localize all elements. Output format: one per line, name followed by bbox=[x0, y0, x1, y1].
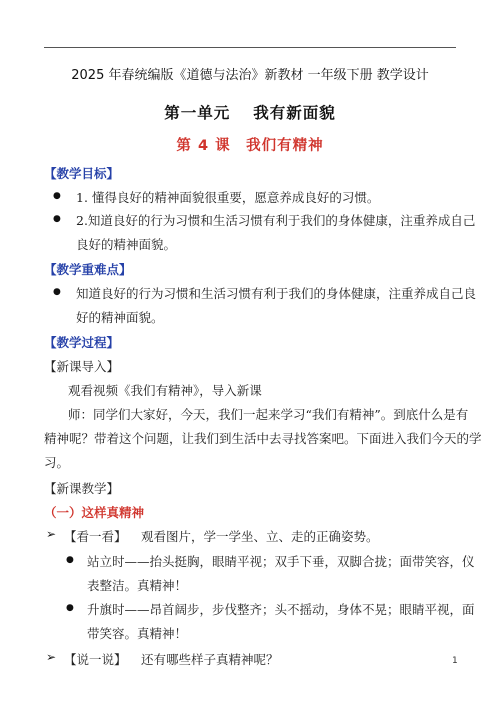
goal-item-2: 2.知道良好的行为习惯和生活习惯有利于我们的身体健康，注重养成自己 bbox=[76, 213, 476, 228]
lesson-title: 第 4 课 我们有精神 bbox=[176, 138, 324, 154]
section-heading-process: 【教学过程】 bbox=[44, 335, 120, 350]
intro-label: 【新课导入】 bbox=[44, 359, 120, 374]
bullet-icon: ● bbox=[53, 287, 61, 297]
key-point-item: 知道良好的行为习惯和生活习惯有利于我们的身体健康，注重养成自己良 bbox=[76, 286, 477, 301]
look-item-2-cont: 带笑容。真精神！ bbox=[87, 626, 188, 641]
look-label: 【看一看】 bbox=[64, 529, 127, 544]
look-text: 观看图片，学一学坐、立、走的正确姿势。 bbox=[141, 529, 379, 544]
bullet-icon: ● bbox=[53, 191, 61, 201]
teacher-line-2: 精神呢？带着这个问题，让我们到生活中去寻找答案吧。下面进入我们今天的学 bbox=[44, 431, 482, 446]
bullet-icon: ● bbox=[66, 555, 74, 565]
teacher-line-3: 习。 bbox=[44, 455, 70, 470]
subsection-heading: （一）这样真精神 bbox=[44, 505, 145, 520]
bullet-icon: ● bbox=[66, 603, 74, 613]
say-label: 【说一说】 bbox=[64, 652, 127, 667]
document-header: 2025 年春统编版《道德与法治》新教材 一年级下册 教学设计 bbox=[71, 68, 429, 83]
intro-text: 观看视频《我们有精神》，导入新课 bbox=[68, 383, 262, 398]
say-text: 还有哪些样子真精神呢？ bbox=[141, 652, 279, 667]
new-lesson-label: 【新课教学】 bbox=[44, 481, 120, 496]
header-rule bbox=[44, 47, 456, 48]
bullet-icon: ● bbox=[53, 214, 61, 224]
arrow-bullet-icon: ➢ bbox=[46, 527, 57, 541]
unit-title: 第一单元 我有新面貌 bbox=[164, 104, 336, 122]
look-item-1: 站立时——抬头挺胸，眼睛平视；双手下垂，双脚合拢；面带笑容，仪 bbox=[87, 554, 475, 569]
section-heading-key-points: 【教学重难点】 bbox=[44, 262, 132, 277]
section-heading-goals: 【教学目标】 bbox=[44, 166, 120, 181]
goal-item-2-cont: 良好的精神面貌。 bbox=[76, 237, 177, 252]
page-number: 1 bbox=[452, 656, 458, 666]
goal-item-1: 1. 懂得良好的精神面貌很重要，愿意养成良好的习惯。 bbox=[76, 190, 380, 205]
teacher-line-1: 师：同学们大家好，今天，我们一起来学习“我们有精神”。到底什么是有 bbox=[68, 407, 469, 422]
look-item-1-cont: 表整洁。真精神！ bbox=[87, 578, 188, 593]
arrow-bullet-icon: ➢ bbox=[46, 650, 57, 664]
look-item-2: 升旗时——昂首阔步，步伐整齐；头不摇动，身体不晃；眼睛平视，面 bbox=[87, 602, 475, 617]
key-point-item-cont: 好的精神面貌。 bbox=[76, 310, 164, 325]
